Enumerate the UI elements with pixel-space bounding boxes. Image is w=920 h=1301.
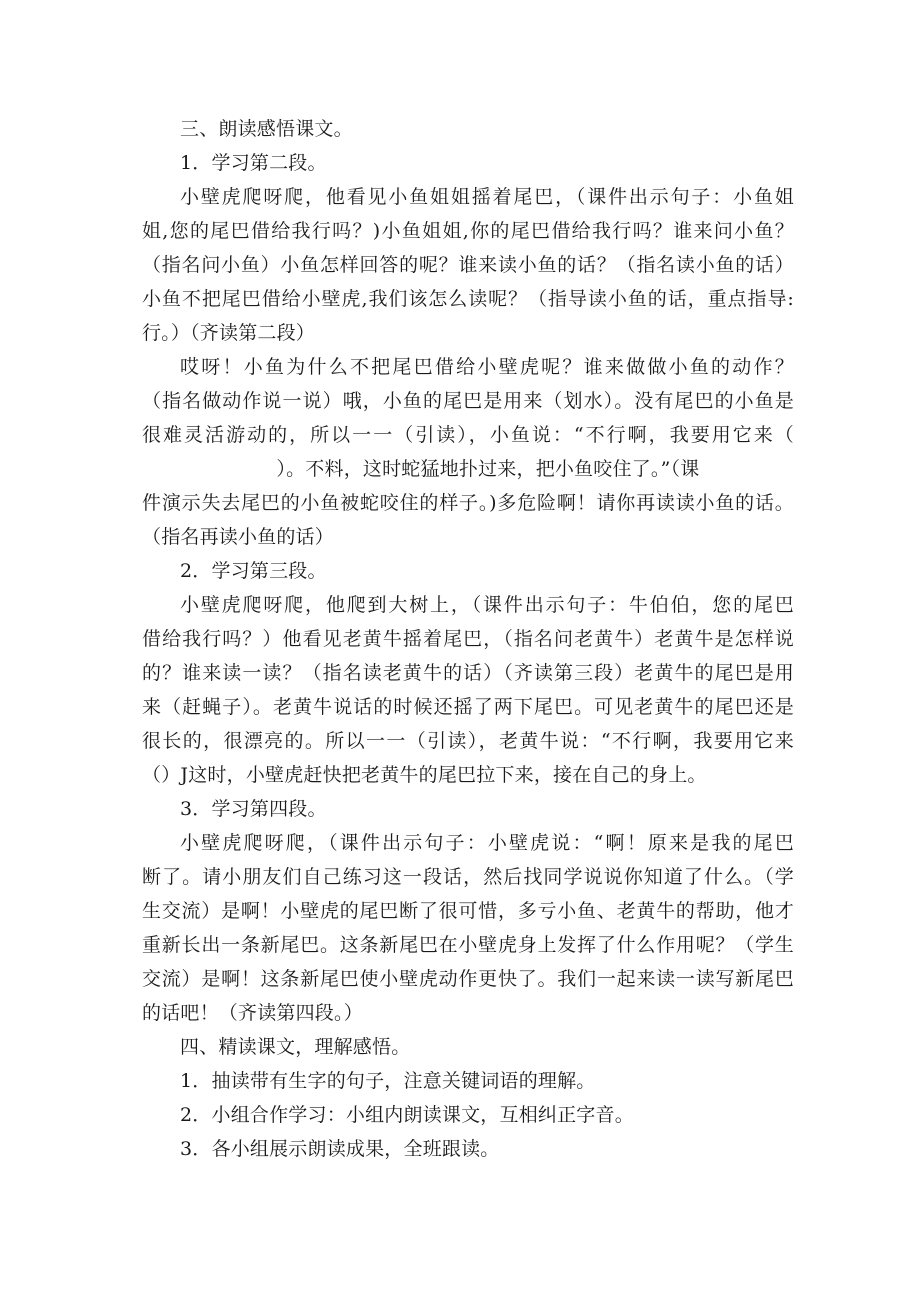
text-line: 1．抽读带有生字的句子，注意关键词语的理解。 (180, 1070, 596, 1092)
text-line: 3．各小组展示朗读成果，全班跟读。 (180, 1138, 500, 1160)
text-line: 小壁虎爬呀爬，他看见小鱼姐姐摇着尾巴，（课件出示句子：小鱼姐 (180, 186, 794, 208)
text-line: 四、精读课文，理解感悟。 (180, 1036, 411, 1058)
text-line: 件演示失去尾巴的小鱼被蛇咬住的样子。)多危险啊！请你再读读小鱼的话。 (142, 492, 794, 514)
text-line: 三、朗读感悟课文。 (180, 118, 353, 140)
text-line: 小鱼不把尾巴借给小壁虎,我们该怎么读呢？（指导读小鱼的话，重点指导: (142, 288, 794, 310)
text-line: 小壁虎爬呀爬，（课件出示句子：小壁虎说：“啊！原来是我的尾巴 (180, 832, 794, 854)
text-line: 生交流）是啊！小壁虎的尾巴断了很可惜，多亏小鱼、老黄牛的帮助，他才 (142, 900, 794, 922)
text-line: （指名做动作说一说）哦，小鱼的尾巴是用来（划水）。没有尾巴的小鱼是 (142, 390, 794, 412)
text-line: ）。不料，这时蛇猛地扑过来，把小鱼咬住了。”（课 (142, 458, 700, 480)
text-line: 交流）是啊！这条新尾巴使小壁虎动作更快了。我们一起来读一读写新尾巴 (142, 968, 794, 990)
text-line: 的？谁来读一读？（指名读老黄牛的话）（齐读第三段）老黄牛的尾巴是用 (142, 662, 794, 684)
text-line: 行。）（齐读第二段） (142, 322, 316, 344)
text-line: 小壁虎爬呀爬，他爬到大树上，（课件出示句子：牛伯伯，您的尾巴 (180, 594, 794, 616)
text-line: 哎呀！小鱼为什么不把尾巴借给小壁虎呢？谁来做做小鱼的动作？ (180, 356, 794, 378)
text-line: 的话吧！（齐读第四段。） (142, 1002, 363, 1024)
text-line: 重新长出一条新尾巴。这条新尾巴在小壁虎身上发挥了什么作用呢？（学生 (142, 934, 794, 956)
text-line: （指名再读小鱼的话） (142, 526, 335, 548)
text-line: （指名问小鱼）小鱼怎样回答的呢？谁来读小鱼的话？（指名读小鱼的话） (142, 254, 794, 276)
text-line: 很长的，很漂亮的。所以一一（引读），老黄牛说：“不行啊，我要用它来 (142, 730, 794, 752)
text-line: 2．学习第三段。 (180, 560, 327, 582)
text-line: 很难灵活游动的，所以一一（引读），小鱼说：“不行啊，我要用它来（ (142, 424, 794, 446)
text-line: 3．学习第四段。 (180, 798, 327, 820)
text-line: （）J这时，小壁虎赶快把老黄牛的尾巴拉下来，接在自己的身上。 (142, 764, 707, 786)
text-line: 借给我行吗？）他看见老黄牛摇着尾巴，（指名问老黄牛）老黄牛是怎样说 (142, 628, 794, 650)
text-line: 2．小组合作学习：小组内朗读课文，互相纠正字音。 (180, 1104, 634, 1126)
text-line: 1．学习第二段。 (180, 152, 327, 174)
text-line: 来（赶蝇子）。老黄牛说话的时候还摇了两下尾巴。可见老黄牛的尾巴还是 (142, 696, 794, 718)
text-line: 姐,您的尾巴借给我行吗？)小鱼姐姐,你的尾巴借给我行吗？谁来问小鱼？ (142, 220, 794, 242)
text-line: 断了。请小朋友们自己练习这一段话，然后找同学说说你知道了什么。（学 (142, 866, 794, 888)
document-body (142, 112, 794, 1166)
